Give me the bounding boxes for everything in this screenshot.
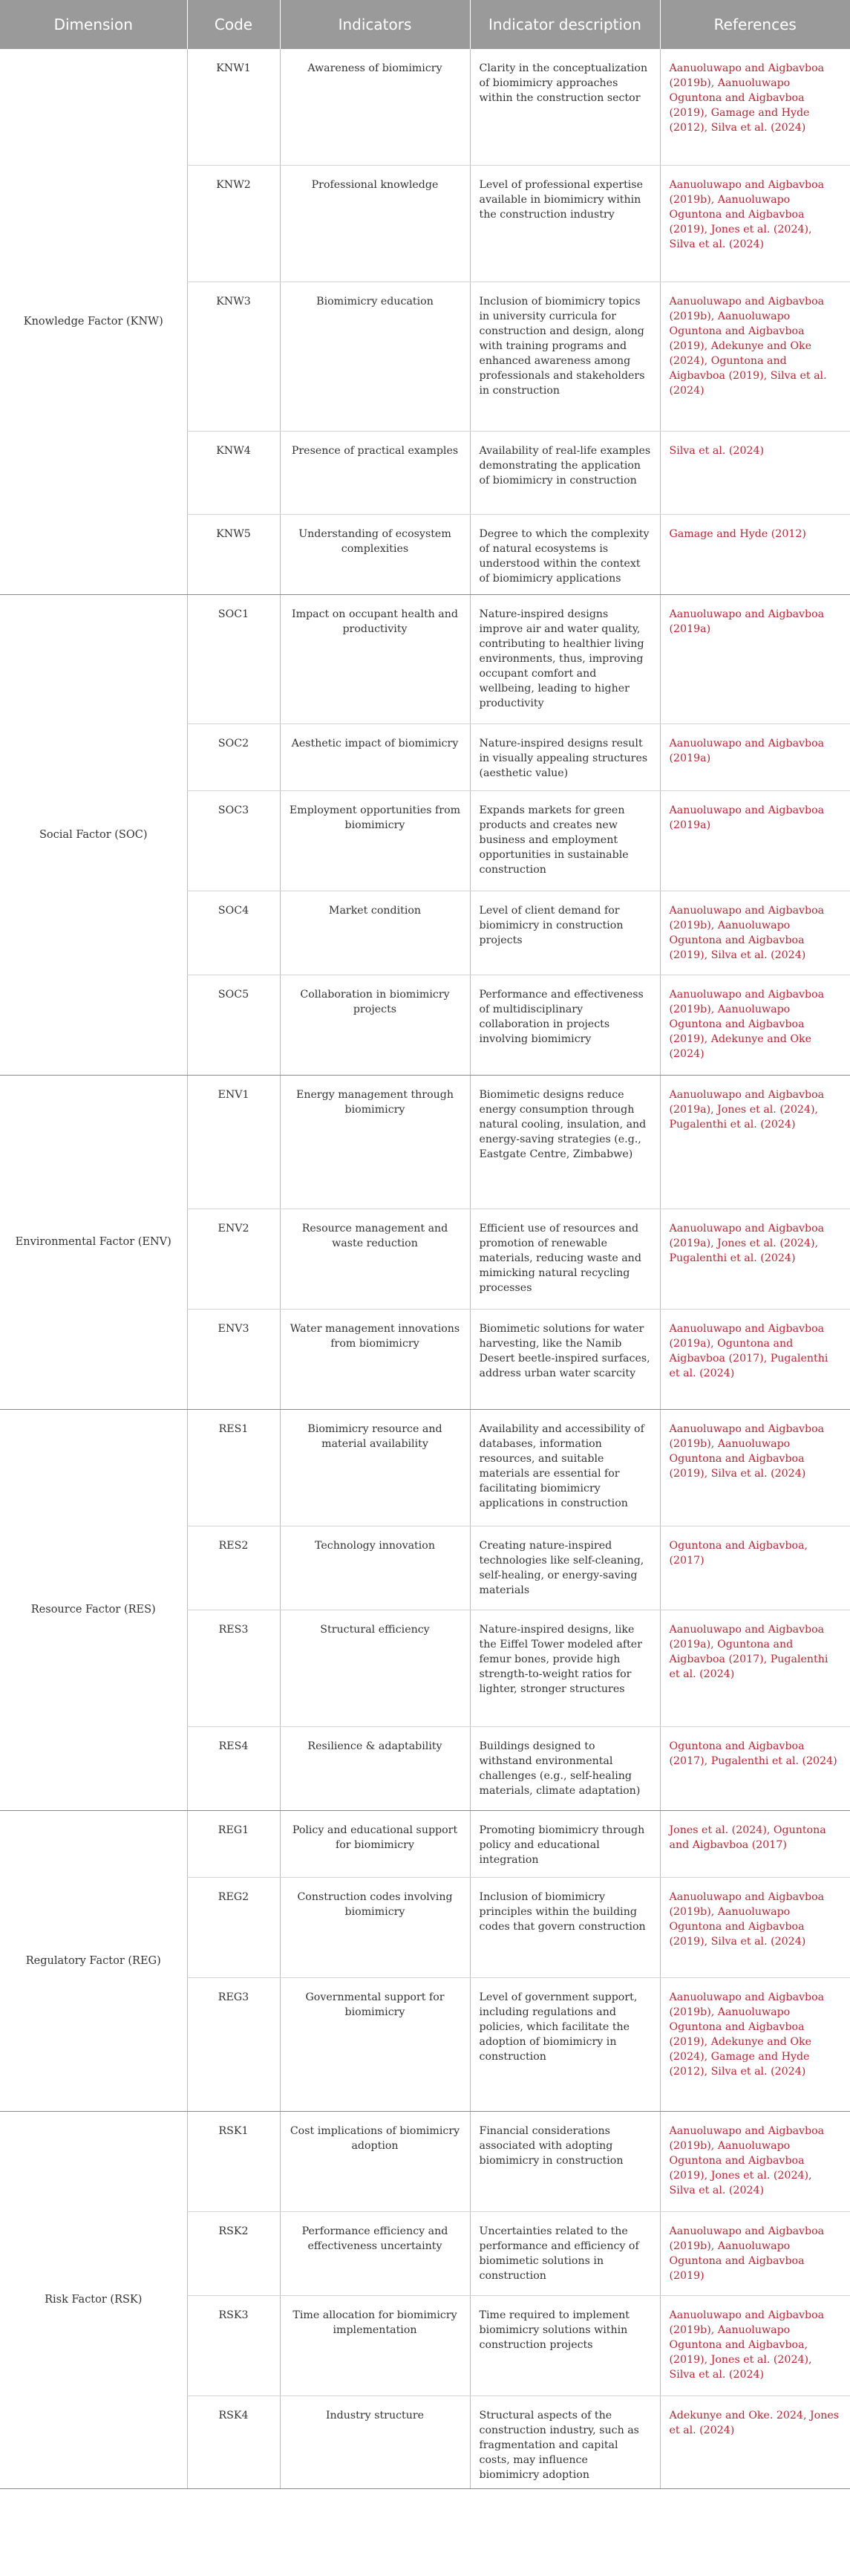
references-cell: Gamage and Hyde (2012) xyxy=(660,514,850,594)
header-code: Code xyxy=(187,0,280,49)
description-cell: Performance and effectiveness of multidisciplinary collaboration in projects involving biomimicry xyxy=(470,975,660,1075)
indicator-cell: Market condition xyxy=(280,891,470,975)
references-cell: Aanuoluwapo and Aigbavboa (2019b), Aanuoluwapo Oguntona and Aigbavboa (2019), Adekunye and Oke (2024), Gamage and Hyde (2012), Silva et al. (2024) xyxy=(660,1977,850,2111)
indicator-cell: Technology innovation xyxy=(280,1526,470,1610)
description-cell: Clarity in the conceptualization of biomimicry approaches within the construction sector xyxy=(470,49,660,165)
references-cell: Aanuoluwapo and Aigbavboa (2019a) xyxy=(660,723,850,790)
references-cell: Aanuoluwapo and Aigbavboa (2019b), Aanuoluwapo Oguntona and Aigbavboa, (2019), Jones et al. (2024), Silva et al. (2024) xyxy=(660,2295,850,2396)
code-cell: RSK2 xyxy=(187,2211,280,2295)
references-cell: Aanuoluwapo and Aigbavboa (2019b), Aanuoluwapo Oguntona and Aigbavboa (2019), Adekunye and Oke (2024), Oguntona and Aigbavboa (2019), Silva et al. (2024) xyxy=(660,282,850,431)
code-cell: RSK1 xyxy=(187,2111,280,2211)
references-cell: Aanuoluwapo and Aigbavboa (2019b), Aanuoluwapo Oguntona and Aigbavboa (2019), Jones et al. (2024), Silva et al. (2024) xyxy=(660,165,850,282)
indicator-cell: Governmental support for biomimicry xyxy=(280,1977,470,2111)
indicator-cell: Resource management and waste reduction xyxy=(280,1209,470,1309)
code-cell: RES4 xyxy=(187,1726,280,1810)
indicator-cell: Structural efficiency xyxy=(280,1610,470,1726)
indicator-cell: Presence of practical examples xyxy=(280,431,470,514)
description-cell: Nature-inspired designs improve air and water quality, contributing to healthier living environments, thus, improving occupant comfort and wellbeing, leading to higher productivity xyxy=(470,594,660,723)
references-cell: Aanuoluwapo and Aigbavboa (2019a), Oguntona and Aigbavboa (2017), Pugalenthi et al. (2024) xyxy=(660,1309,850,1409)
description-cell: Buildings designed to withstand environmental challenges (e.g., self-healing materials, climate adaptation) xyxy=(470,1726,660,1810)
code-cell: KNW1 xyxy=(187,49,280,165)
code-cell: KNW2 xyxy=(187,165,280,282)
header-dimension: Dimension xyxy=(0,0,187,49)
references-cell: Aanuoluwapo and Aigbavboa (2019b), Aanuoluwapo Oguntona and Aigbavboa (2019), Silva et al. (2024) xyxy=(660,1409,850,1526)
description-cell: Degree to which the complexity of natural ecosystems is understood within the context of biomimicry applications xyxy=(470,514,660,594)
dimension-cell: Risk Factor (RSK) xyxy=(0,2111,187,2488)
references-cell: Aanuoluwapo and Aigbavboa (2019a) xyxy=(660,594,850,723)
table-body xyxy=(0,49,850,2488)
indicator-cell: Understanding of ecosystem complexities xyxy=(280,514,470,594)
indicator-cell: Biomimicry education xyxy=(280,282,470,431)
description-cell: Inclusion of biomimicry principles within the building codes that govern construction xyxy=(470,1877,660,1977)
references-cell: Aanuoluwapo and Aigbavboa (2019a), Jones et al. (2024), Pugalenthi et al. (2024) xyxy=(660,1209,850,1309)
references-cell: Oguntona and Aigbavboa, (2017) xyxy=(660,1526,850,1610)
code-cell: REG2 xyxy=(187,1877,280,1977)
indicator-cell: Industry structure xyxy=(280,2396,470,2488)
code-cell: REG1 xyxy=(187,1810,280,1877)
dimension-cell: Knowledge Factor (KNW) xyxy=(0,49,187,594)
description-cell: Level of client demand for biomimicry in construction projects xyxy=(470,891,660,975)
indicator-cell: Policy and educational support for biomimicry xyxy=(280,1810,470,1877)
indicator-cell: Time allocation for biomimicry implementation xyxy=(280,2295,470,2396)
description-cell: Financial considerations associated with adopting biomimicry in construction xyxy=(470,2111,660,2211)
table-row xyxy=(0,49,850,165)
references-cell: Aanuoluwapo and Aigbavboa (2019a), Jones et al. (2024), Pugalenthi et al. (2024) xyxy=(660,1075,850,1209)
description-cell: Biomimetic designs reduce energy consumption through natural cooling, insulation, and energy-saving strategies (e.g., Eastgate Centre, Zimbabwe) xyxy=(470,1075,660,1209)
description-cell: Expands markets for green products and creates new business and employment opportunities in sustainable construction xyxy=(470,790,660,891)
description-cell: Creating nature-inspired technologies like self-cleaning, self-healing, or energy-saving materials xyxy=(470,1526,660,1610)
references-cell: Oguntona and Aigbavboa (2017), Pugalenthi et al. (2024) xyxy=(660,1726,850,1810)
indicator-cell: Resilience & adaptability xyxy=(280,1726,470,1810)
references-cell: Aanuoluwapo and Aigbavboa (2019b), Aanuoluwapo Oguntona and Aigbavboa (2019), Adekunye and Oke (2024) xyxy=(660,975,850,1075)
code-cell: ENV2 xyxy=(187,1209,280,1309)
code-cell: KNW4 xyxy=(187,431,280,514)
indicator-cell: Professional knowledge xyxy=(280,165,470,282)
code-cell: RES3 xyxy=(187,1610,280,1726)
references-cell: Aanuoluwapo and Aigbavboa (2019a) xyxy=(660,790,850,891)
indicator-cell: Aesthetic impact of biomimicry xyxy=(280,723,470,790)
description-cell: Nature-inspired designs, like the Eiffel Tower modeled after femur bones, provide high strength-to-weight ratios for lighter, stronger structures xyxy=(470,1610,660,1726)
references-cell: Adekunye and Oke. 2024, Jones et al. (2024) xyxy=(660,2396,850,2488)
description-cell: Inclusion of biomimicry topics in university curricula for construction and design, along with training programs and enhanced awareness among professionals and stakeholders in construction xyxy=(470,282,660,431)
indicator-cell: Awareness of biomimicry xyxy=(280,49,470,165)
description-cell: Level of professional expertise available in biomimicry within the construction industry xyxy=(470,165,660,282)
description-cell: Promoting biomimicry through policy and educational integration xyxy=(470,1810,660,1877)
dimension-cell: Social Factor (SOC) xyxy=(0,594,187,1075)
indicator-cell: Biomimicry resource and material availability xyxy=(280,1409,470,1526)
indicator-cell: Energy management through biomimicry xyxy=(280,1075,470,1209)
code-cell: SOC5 xyxy=(187,975,280,1075)
table-row xyxy=(0,594,850,723)
dimension-cell: Environmental Factor (ENV) xyxy=(0,1075,187,1409)
code-cell: RES1 xyxy=(187,1409,280,1526)
description-cell: Efficient use of resources and promotion of renewable materials, reducing waste and mimicking natural recycling processes xyxy=(470,1209,660,1309)
code-cell: RES2 xyxy=(187,1526,280,1610)
code-cell: ENV1 xyxy=(187,1075,280,1209)
description-cell: Availability of real-life examples demonstrating the application of biomimicry in construction xyxy=(470,431,660,514)
dimension-cell: Resource Factor (RES) xyxy=(0,1409,187,1810)
table-row xyxy=(0,1810,850,1877)
references-cell: Aanuoluwapo and Aigbavboa (2019b), Aanuoluwapo Oguntona and Aigbavboa (2019), Silva et al. (2024) xyxy=(660,1877,850,1977)
indicator-cell: Cost implications of biomimicry adoption xyxy=(280,2111,470,2211)
references-cell: Jones et al. (2024), Oguntona and Aigbavboa (2017) xyxy=(660,1810,850,1877)
indicator-cell: Impact on occupant health and productivity xyxy=(280,594,470,723)
description-cell: Nature-inspired designs result in visually appealing structures (aesthetic value) xyxy=(470,723,660,790)
description-cell: Uncertainties related to the performance and efficiency of biomimetic solutions in construction xyxy=(470,2211,660,2295)
header-indicators: Indicators xyxy=(280,0,470,49)
indicator-cell: Collaboration in biomimicry projects xyxy=(280,975,470,1075)
table-header-row xyxy=(0,0,850,49)
code-cell: RSK4 xyxy=(187,2396,280,2488)
description-cell: Level of government support, including regulations and policies, which facilitate the adoption of biomimicry in construction xyxy=(470,1977,660,2111)
description-cell: Structural aspects of the construction industry, such as fragmentation and capital costs, may influence biomimicry adoption xyxy=(470,2396,660,2488)
table-row xyxy=(0,1409,850,1526)
code-cell: KNW5 xyxy=(187,514,280,594)
indicator-cell: Construction codes involving biomimicry xyxy=(280,1877,470,1977)
code-cell: ENV3 xyxy=(187,1309,280,1409)
references-cell: Aanuoluwapo and Aigbavboa (2019b), Aanuoluwapo Oguntona and Aigbavboa (2019), Jones et al. (2024), Silva et al. (2024) xyxy=(660,2111,850,2211)
dimension-cell: Regulatory Factor (REG) xyxy=(0,1810,187,2111)
code-cell: SOC4 xyxy=(187,891,280,975)
code-cell: REG3 xyxy=(187,1977,280,2111)
code-cell: KNW3 xyxy=(187,282,280,431)
table-row xyxy=(0,1075,850,1209)
description-cell: Availability and accessibility of databases, information resources, and suitable materials are essential for facilitating biomimicry applications in construction xyxy=(470,1409,660,1526)
indicator-cell: Performance efficiency and effectiveness uncertainty xyxy=(280,2211,470,2295)
code-cell: SOC3 xyxy=(187,790,280,891)
description-cell: Biomimetic solutions for water harvesting, like the Namib Desert beetle-inspired surfaces, address urban water scarcity xyxy=(470,1309,660,1409)
references-cell: Aanuoluwapo and Aigbavboa (2019b), Aanuoluwapo Oguntona and Aigbavboa (2019) xyxy=(660,2211,850,2295)
code-cell: SOC1 xyxy=(187,594,280,723)
references-cell: Aanuoluwapo and Aigbavboa (2019b), Aanuoluwapo Oguntona and Aigbavboa (2019), Gamage and Hyde (2012), Silva et al. (2024) xyxy=(660,49,850,165)
code-cell: RSK3 xyxy=(187,2295,280,2396)
references-cell: Silva et al. (2024) xyxy=(660,431,850,514)
indicator-cell: Employment opportunities from biomimicry xyxy=(280,790,470,891)
indicator-cell: Water management innovations from biomimicry xyxy=(280,1309,470,1409)
header-indicator-description: Indicator description xyxy=(470,0,660,49)
table-row xyxy=(0,2111,850,2211)
header-references: References xyxy=(660,0,850,49)
references-cell: Aanuoluwapo and Aigbavboa (2019a), Oguntona and Aigbavboa (2017), Pugalenthi et al. (2024) xyxy=(660,1610,850,1726)
description-cell: Time required to implement biomimicry solutions within construction projects xyxy=(470,2295,660,2396)
code-cell: SOC2 xyxy=(187,723,280,790)
references-cell: Aanuoluwapo and Aigbavboa (2019b), Aanuoluwapo Oguntona and Aigbavboa (2019), Silva et al. (2024) xyxy=(660,891,850,975)
